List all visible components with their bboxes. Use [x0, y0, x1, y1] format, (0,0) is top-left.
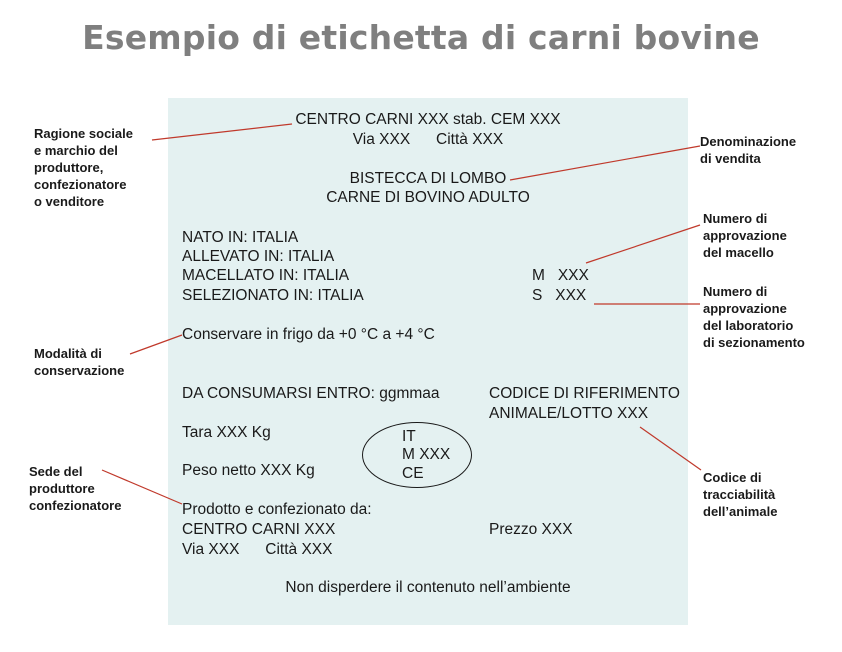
annotation-cutting-plant: Numero di approvazione del laboratorio di sezionamento — [703, 284, 805, 350]
annotation-traceability: Codice di tracciabilità dell’animale — [703, 470, 778, 519]
tare-weight: Tara XXX Kg — [182, 424, 271, 441]
annotation-producer: Ragione sociale e marchio del produttore, confezionatore o venditore — [34, 126, 133, 209]
leader-packer-site — [102, 470, 182, 504]
annotation-packer-site: Sede del produttore confezionatore — [29, 464, 122, 513]
producer-line: CENTRO CARNI XXX stab. CEM XXX — [295, 111, 561, 128]
reference-code-line2: ANIMALE/LOTTO XXX — [489, 405, 649, 422]
leader-storage — [130, 335, 182, 354]
health-mark-country: IT — [402, 428, 416, 445]
reference-code-line1: CODICE DI RIFERIMENTO — [489, 385, 680, 402]
disposal-notice: Non disperdere il contenuto nell’ambiente — [285, 579, 571, 596]
cutting-code: S XXX — [532, 287, 587, 304]
annotation-slaughterhouse: Numero di approvazione del macello — [703, 211, 787, 260]
leader-slaughterhouse — [586, 225, 700, 263]
net-weight: Peso netto XXX Kg — [182, 462, 315, 479]
storage-instructions: Conservare in frigo da +0 °C a +4 °C — [182, 326, 435, 343]
packer-heading: Prodotto e confezionato da: — [182, 501, 372, 518]
annotation-storage: Modalità di conservazione — [34, 346, 125, 378]
product-name: BISTECCA DI LOMBO — [349, 170, 507, 187]
price: Prezzo XXX — [489, 521, 573, 538]
slaughter-code: M XXX — [532, 267, 589, 284]
health-mark-ce: CE — [402, 465, 424, 482]
packer-name: CENTRO CARNI XXX — [182, 521, 336, 538]
producer-address: Via XXX Città XXX — [352, 131, 504, 148]
origin-raised: ALLEVATO IN: ITALIA — [182, 248, 335, 265]
annotation-sales-name: Denominazione di vendita — [700, 134, 797, 166]
origin-selected: SELEZIONATO IN: ITALIA — [182, 287, 364, 304]
packer-address: Via XXX Città XXX — [182, 541, 333, 558]
leader-sales-name — [510, 146, 700, 180]
origin-born: NATO IN: ITALIA — [182, 229, 299, 246]
expiry-date: DA CONSUMARSI ENTRO: ggmmaa — [182, 385, 440, 402]
page-title: Esempio di etichetta di carni bovine — [82, 18, 760, 57]
origin-slaughtered: MACELLATO IN: ITALIA — [182, 267, 350, 284]
leader-producer — [152, 124, 292, 140]
product-category: CARNE DI BOVINO ADULTO — [326, 189, 530, 206]
leader-traceability — [640, 427, 701, 470]
health-mark-code: M XXX — [402, 446, 451, 463]
